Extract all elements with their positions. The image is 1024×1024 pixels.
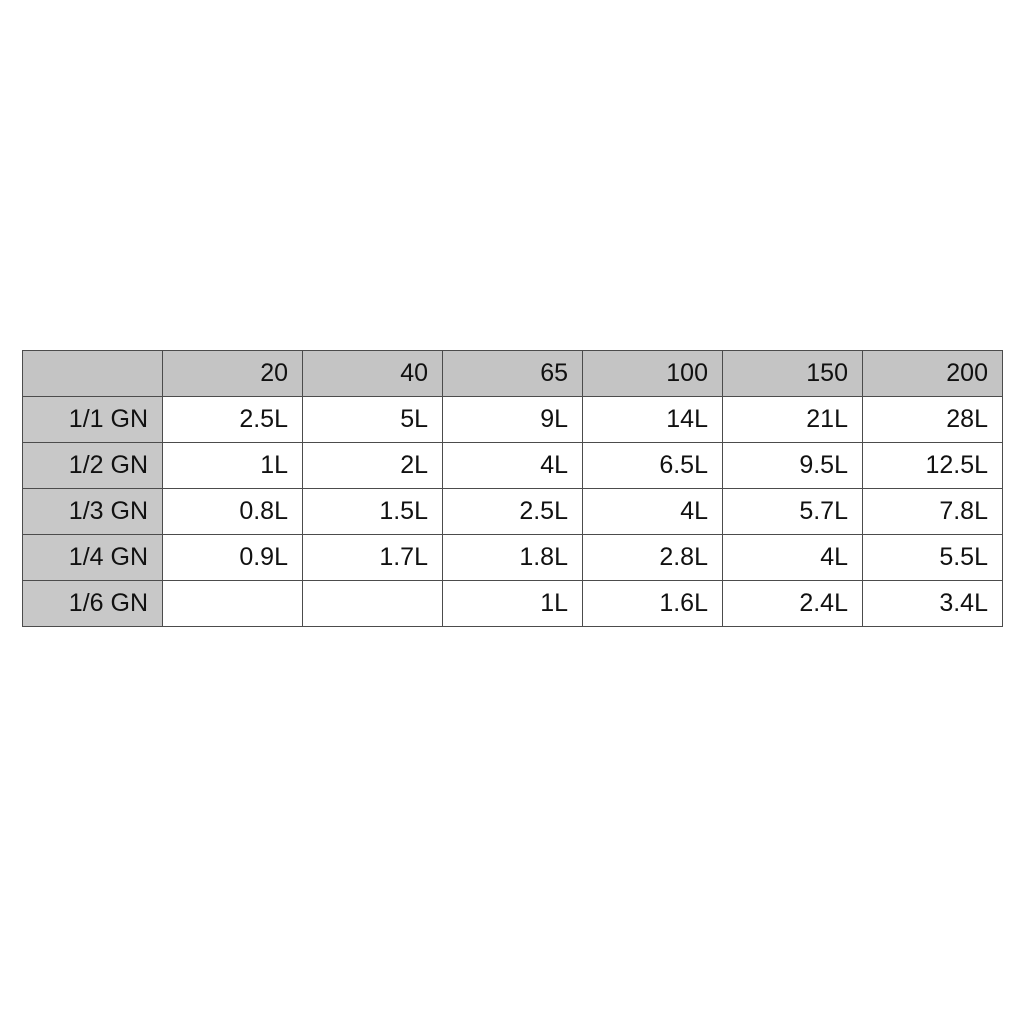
cell-1-3-gn-150: 5.7L — [723, 489, 863, 535]
row-header-1-3-gn: 1/3 GN — [23, 489, 163, 535]
cell-1-6-gn-100: 1.6L — [583, 581, 723, 627]
cell-1-6-gn-20 — [163, 581, 303, 627]
cell-1-1-gn-20: 2.5L — [163, 397, 303, 443]
table-body — [23, 397, 1003, 627]
cell-1-3-gn-20: 0.8L — [163, 489, 303, 535]
row-header-1-1-gn: 1/1 GN — [23, 397, 163, 443]
column-header-200: 200 — [863, 351, 1003, 397]
table-header-row — [23, 351, 1003, 397]
cell-1-4-gn-20: 0.9L — [163, 535, 303, 581]
cell-1-2-gn-100: 6.5L — [583, 443, 723, 489]
cell-1-1-gn-100: 14L — [583, 397, 723, 443]
cell-1-1-gn-40: 5L — [303, 397, 443, 443]
table-row — [23, 397, 1003, 443]
cell-1-3-gn-65: 2.5L — [443, 489, 583, 535]
cell-1-4-gn-40: 1.7L — [303, 535, 443, 581]
cell-1-2-gn-40: 2L — [303, 443, 443, 489]
cell-1-4-gn-200: 5.5L — [863, 535, 1003, 581]
table-row — [23, 581, 1003, 627]
row-header-1-2-gn: 1/2 GN — [23, 443, 163, 489]
cell-1-4-gn-100: 2.8L — [583, 535, 723, 581]
cell-1-3-gn-200: 7.8L — [863, 489, 1003, 535]
cell-1-2-gn-200: 12.5L — [863, 443, 1003, 489]
cell-1-6-gn-65: 1L — [443, 581, 583, 627]
cell-1-6-gn-40 — [303, 581, 443, 627]
cell-1-1-gn-65: 9L — [443, 397, 583, 443]
column-header-65: 65 — [443, 351, 583, 397]
column-header-150: 150 — [723, 351, 863, 397]
cell-1-4-gn-150: 4L — [723, 535, 863, 581]
row-header-1-6-gn: 1/6 GN — [23, 581, 163, 627]
cell-1-2-gn-65: 4L — [443, 443, 583, 489]
header-corner-cell — [23, 351, 163, 397]
cell-1-6-gn-200: 3.4L — [863, 581, 1003, 627]
cell-1-4-gn-65: 1.8L — [443, 535, 583, 581]
cell-1-1-gn-150: 21L — [723, 397, 863, 443]
cell-1-2-gn-150: 9.5L — [723, 443, 863, 489]
cell-1-1-gn-200: 28L — [863, 397, 1003, 443]
cell-1-2-gn-20: 1L — [163, 443, 303, 489]
table-header — [23, 351, 1003, 397]
column-header-100: 100 — [583, 351, 723, 397]
cell-1-3-gn-40: 1.5L — [303, 489, 443, 535]
row-header-1-4-gn: 1/4 GN — [23, 535, 163, 581]
table-row — [23, 535, 1003, 581]
column-header-40: 40 — [303, 351, 443, 397]
gn-capacity-table-wrapper — [22, 350, 1002, 627]
gn-capacity-table — [22, 350, 1003, 627]
table-row — [23, 489, 1003, 535]
cell-1-3-gn-100: 4L — [583, 489, 723, 535]
table-row — [23, 443, 1003, 489]
column-header-20: 20 — [163, 351, 303, 397]
cell-1-6-gn-150: 2.4L — [723, 581, 863, 627]
